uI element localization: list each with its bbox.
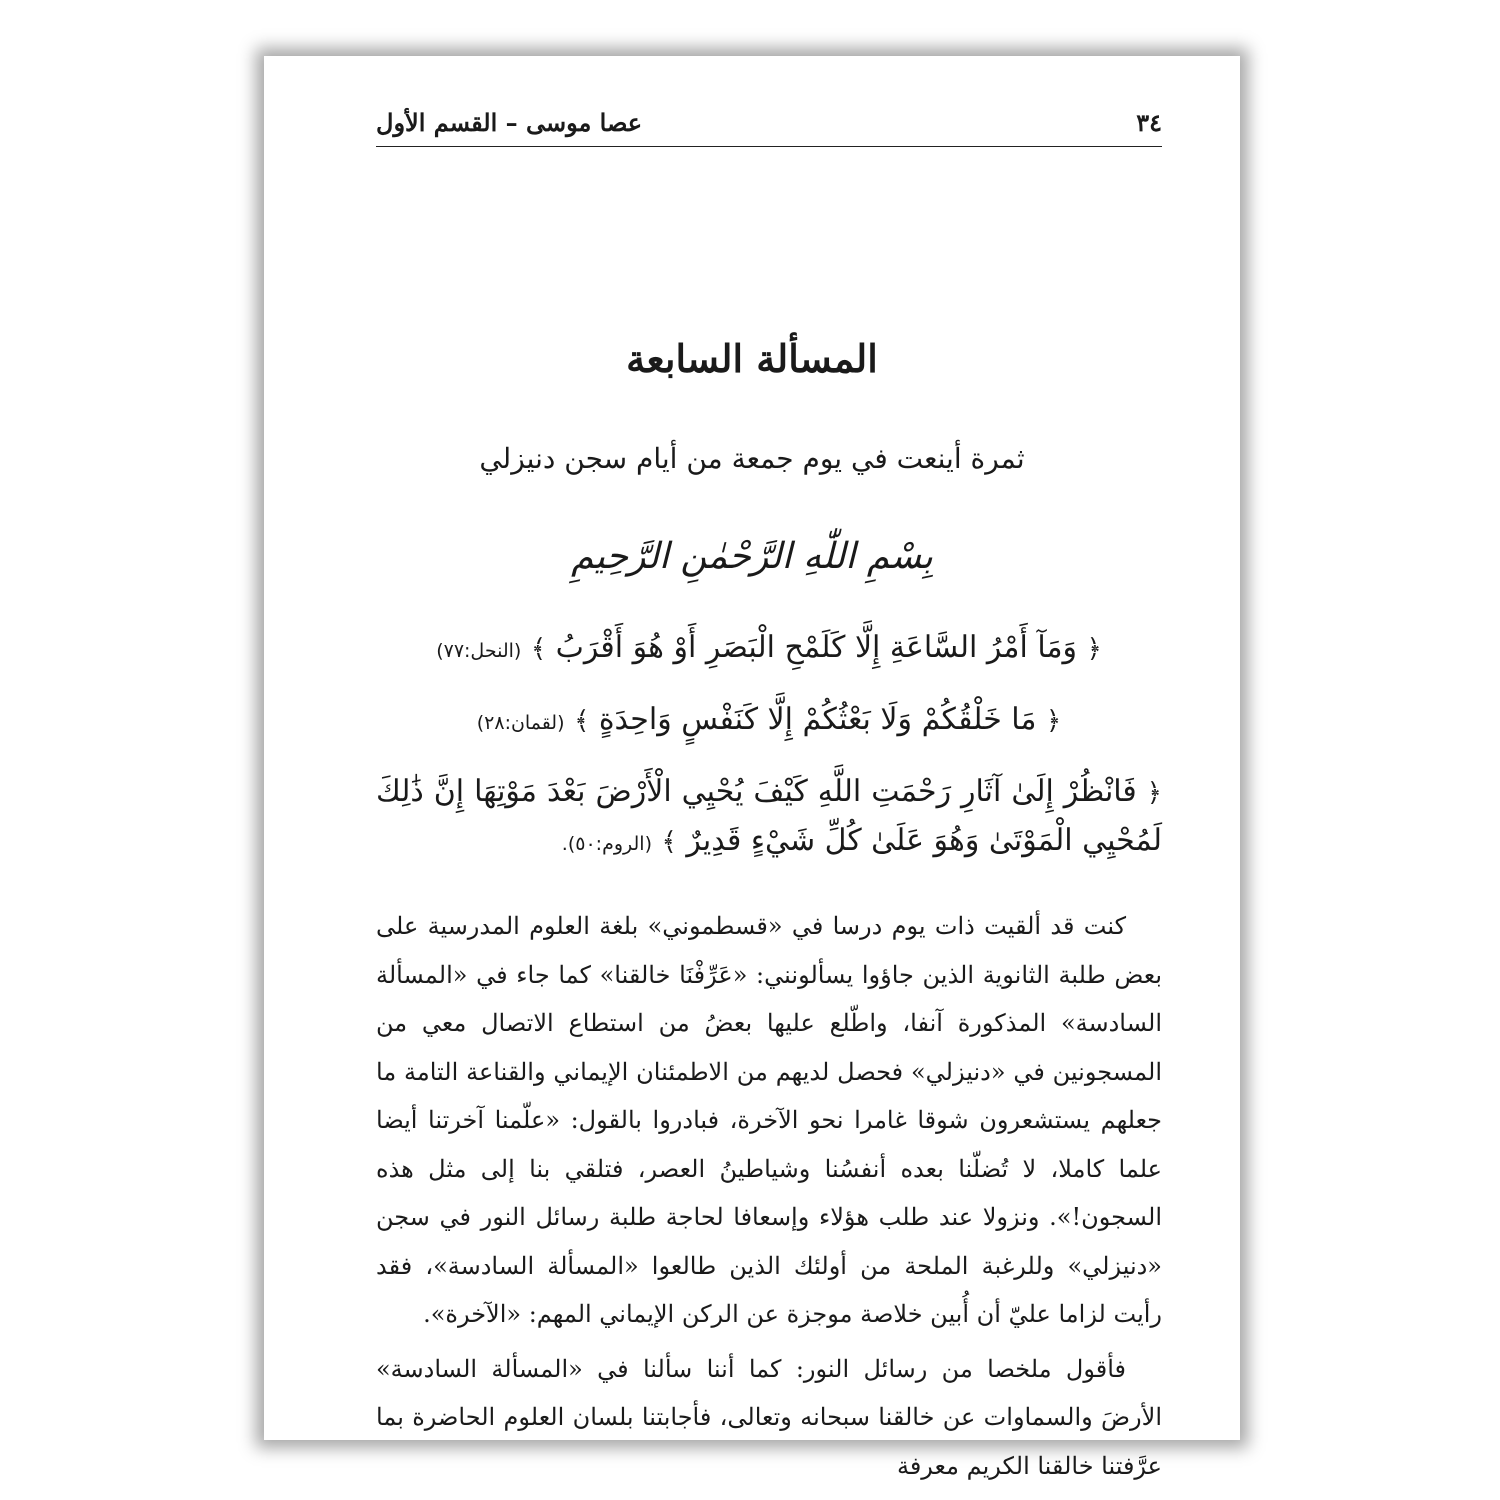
verse-open-bracket: ﴿: [1146, 778, 1162, 808]
paragraph: كنت قد ألقيت ذات يوم درسا في «قسطموني» بلغة العلوم المدرسية على بعض طلبة الثانوية الذين جاؤوا يسألونني: «عَرِّفْنَا خالقنا» كما جاء في «المسألة السادسة» المذكورة آنفا، واطّلع عليها بعضُ من استطاع الاتصال معي من المسجونين في «دنيزلي» فحصل لديهم من الاطمئنان الإيماني والقناعة التامة ما جعلهم يستشعرون شوقا غامرا نحو الآخرة، فبادروا بالقول: «علّمنا آخرتنا أيضا علما كاملا، لا تُضلّنا بعده أنفسُنا وشياطينُ العصر، فتلقي بنا إلى مثل هذه السجون!». ونزولا عند طلب هؤلاء وإسعافا لحاجة طلبة رسائل النور في سجن «دنيزلي» وللرغبة الملحة من أولئك الذين طالعوا «المسألة السادسة»، فقد رأيت لزاما عليّ أن أُبين خلاصة موجزة عن الركن الإيماني المهم: «الآخرة».: [376, 912, 1162, 1328]
quran-verse: [376, 696, 1162, 747]
verse-open-bracket: ﴿: [1086, 634, 1102, 664]
chapter-title: المسألة السابعة: [626, 336, 878, 381]
verse-reference: (لقمان:٢٨): [476, 712, 565, 734]
running-header: [376, 106, 1162, 147]
book-page: [264, 56, 1240, 1480]
verse-close-bracket: ﴾: [661, 827, 677, 857]
running-title: عصا موسى – القسم الأول: [376, 108, 643, 137]
verse-text: مَا خَلْقُكُمْ وَلَا بَعْثُكُمْ إِلَّا كَنَفْسٍ وَاحِدَةٍ: [598, 702, 1037, 737]
quran-verse: [376, 624, 1162, 675]
verse-close-bracket: ﴾: [574, 706, 590, 736]
verse-reference: (النحل:٧٧): [436, 640, 522, 662]
chapter-subtitle: ثمرة أينعت في يوم جمعة من أيام سجن دنيزلي: [479, 442, 1025, 475]
verse-text: وَمَآ أَمْرُ السَّاعَةِ إِلَّا كَلَمْحِ الْبَصَرِ أَوْ هُوَ أَقْرَبُ: [555, 630, 1078, 665]
verse-close-bracket: ﴾: [530, 634, 547, 664]
verse-terminal-period: .: [561, 833, 568, 855]
page-number: ٣٤: [1136, 108, 1162, 137]
verse-reference: (الروم:٥٠): [567, 833, 652, 855]
basmala: بِسْمِ اللّٰهِ الرَّحْمٰنِ الرَّحِيمِ: [571, 536, 933, 577]
verse-text: فَانْظُرْ إِلَىٰ آثَارِ رَحْمَتِ اللَّهِ كَيْفَ يُحْيِي الْأَرْضَ بَعْدَ مَوْتِهَا إِنَّ ذَٰلِكَ لَمُحْيِي الْمَوْتَىٰ وَهُوَ عَلَىٰ كُلِّ شَيْءٍ قَدِيرٌ: [376, 774, 1162, 858]
verse-open-bracket: ﴿: [1046, 706, 1062, 736]
quran-verse: [376, 768, 1162, 868]
body-text: [376, 902, 1162, 1496]
paragraph: فأقول ملخصا من رسائل النور: كما أننا سألنا في «المسألة السادسة» الأرضَ والسماوات عن خالقنا سبحانه وتعالى، فأجابتنا بلسان العلوم الحاضرة بما عرَّفتنا خالقنا الكريم معرفة: [376, 1354, 1162, 1480]
